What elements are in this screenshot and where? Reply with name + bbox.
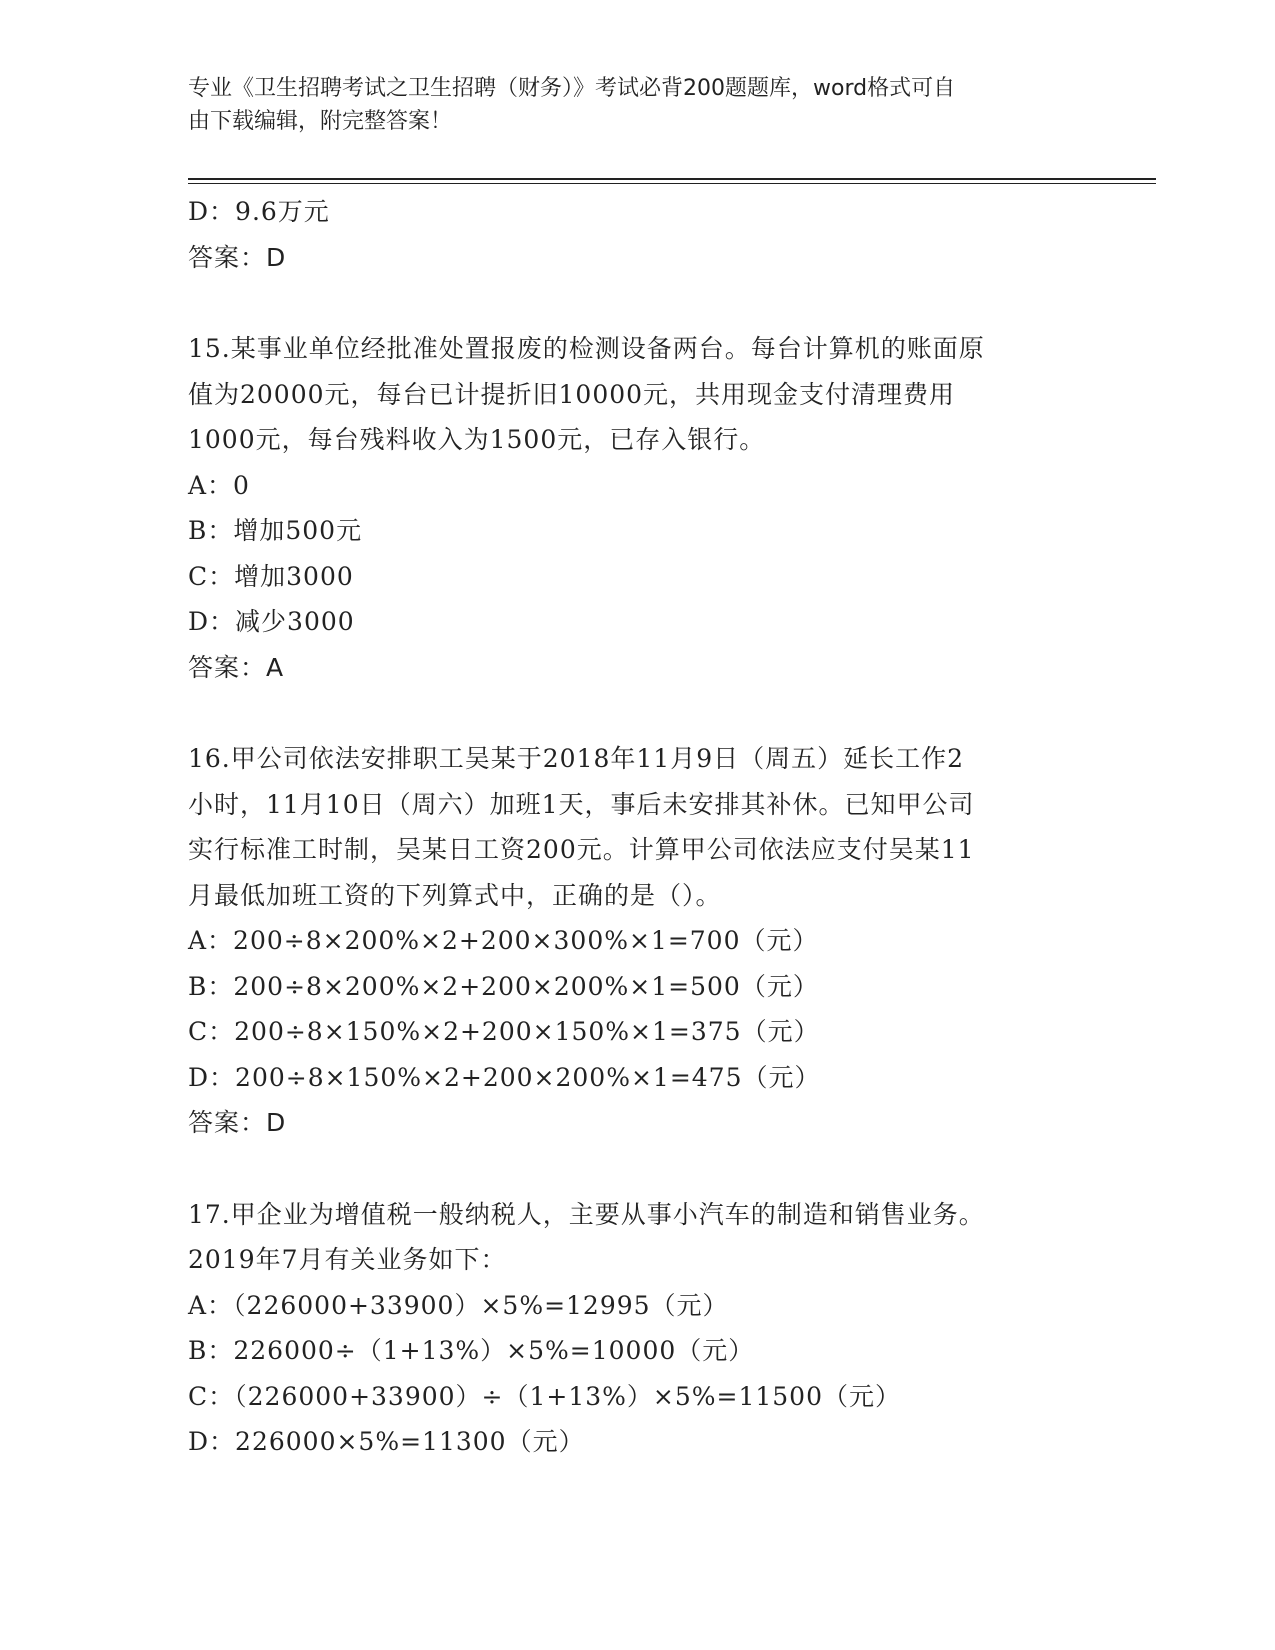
q17-option-b: B：226000÷（1+13%）×5%=10000（元） xyxy=(188,1336,755,1365)
q16-option-b: B：200÷8×200%×2+200×200%×1=500（元） xyxy=(188,971,819,1001)
q16-stem-line-4: 月最低加班工资的下列算式中，正确的是（）。 xyxy=(188,880,722,910)
q16-option-c: C：200÷8×150%×2+200×150%×1=375（元） xyxy=(188,1017,820,1046)
header-line-1: 专业《卫生招聘考试之卫生招聘（财务）》考试必背200题题库，word格式可自 xyxy=(188,76,956,101)
q15-option-d: D：减少3000 xyxy=(188,607,355,636)
header-line-2: 由下载编辑，附完整答案！ xyxy=(188,109,453,134)
question-spacer xyxy=(188,280,1088,326)
question-spacer xyxy=(188,1146,1088,1192)
q16-stem-line-3: 实行标准工时制，吴某日工资200元。计算甲公司依法应支付吴某11 xyxy=(188,835,975,864)
q15-answer: 答案：A xyxy=(188,652,285,682)
header-divider-thick xyxy=(188,178,1156,180)
document-header xyxy=(188,72,1088,138)
q17-option-c: C：（226000+33900）÷（1+13%）×5%=11500（元） xyxy=(188,1381,901,1411)
q16-stem-line-2: 小时，11月10日（周六）加班1天，事后未安排其补休。已知甲公司 xyxy=(188,789,975,819)
q17-stem-line-2: 2019年7月有关业务如下： xyxy=(188,1245,507,1274)
q16-option-a: A：200÷8×200%×2+200×300%×1=700（元） xyxy=(188,926,819,955)
q16-option-d: D：200÷8×150%×2+200×200%×1=475（元） xyxy=(188,1062,821,1092)
q17-stem-line-1: 17.甲企业为增值税一般纳税人，主要从事小汽车的制造和销售业务。 xyxy=(188,1199,985,1229)
q15-stem-line-1: 15.某事业单位经批准处置报废的检测设备两台。每台计算机的账面原 xyxy=(188,334,985,363)
question-17 xyxy=(188,1192,1088,1465)
q15-option-a: A：0 xyxy=(188,470,250,500)
q15-stem-line-2: 值为20000元，每台已计提折旧10000元，共用现金支付清理费用 xyxy=(188,379,956,409)
prev-option-d: D：9.6万元 xyxy=(188,197,330,226)
q15-option-b: B：增加500元 xyxy=(188,516,363,545)
q17-option-d: D：226000×5%=11300（元） xyxy=(188,1427,585,1456)
q17-option-a: A：（226000+33900）×5%=12995（元） xyxy=(188,1290,729,1320)
prev-answer: 答案：D xyxy=(188,242,287,272)
q16-answer: 答案：D xyxy=(188,1108,287,1137)
header-divider-thin xyxy=(188,183,1156,184)
document-body xyxy=(188,189,1088,1465)
question-16 xyxy=(188,736,1088,1146)
q15-option-c: C：增加3000 xyxy=(188,561,354,591)
question-15 xyxy=(188,326,1088,690)
question-spacer xyxy=(188,690,1088,736)
q16-stem-line-1: 16.甲公司依法安排职工吴某于2018年11月9日（周五）延长工作2 xyxy=(188,744,965,773)
q15-stem-line-3: 1000元，每台残料收入为1500元，已存入银行。 xyxy=(188,425,766,454)
